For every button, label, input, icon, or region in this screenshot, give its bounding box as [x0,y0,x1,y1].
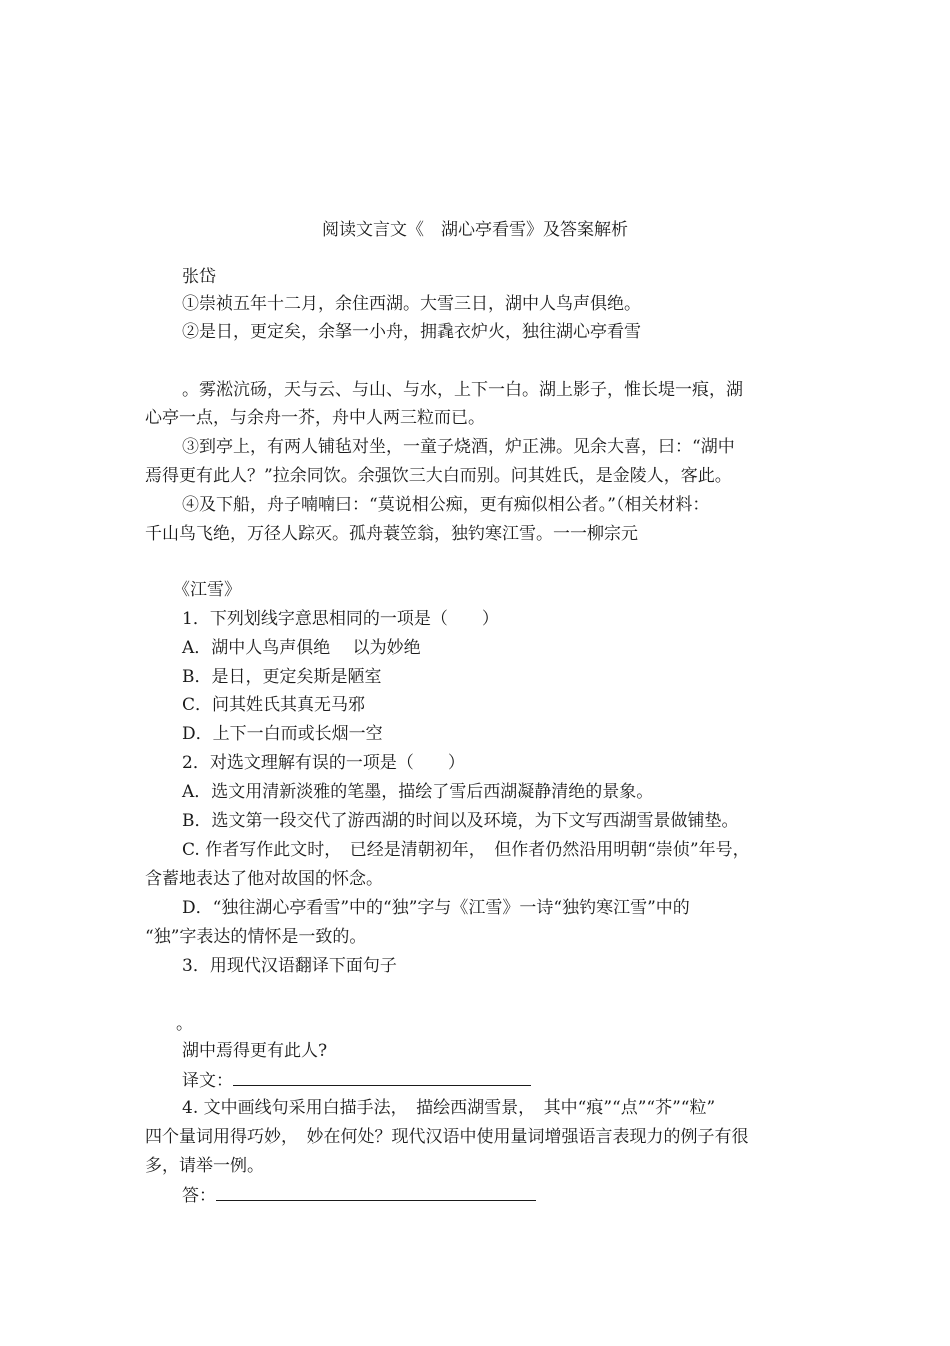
question-1-option-b: B．是日，更定矣斯是陋室 [182,667,382,687]
question-4-line-3: 多，请举一例。 [145,1156,264,1176]
passage-paragraph-2-cont-1: 。雾淞沆砀，天与云、与山、与水，上下一白。湖上影子，惟长堤一痕，湖 [182,380,743,400]
question-4-answer-label: 答： [182,1186,216,1206]
document-title: 阅读文言文《 湖心亭看雪》及答案解析 [322,220,628,240]
question-3-answer-row [182,1069,531,1092]
passage-paragraph-4-line-2: 千山鸟飞绝，万径人踪灭。孤舟蓑笠翁，独钓寒江雪。一一柳宗元 [145,524,638,544]
question-3: 3．用现代汉语翻译下面句子 [182,956,397,976]
question-4-line-2: 四个量词用得巧妙， 妙在何处？现代汉语中使用量词增强语言表现力的例子有很 [145,1127,749,1147]
question-2-option-d-line-1: D．“独往湖心亭看雪”中的“独”字与《江雪》一诗“独钓寒江雪”中的 [182,898,690,918]
passage-paragraph-4-line-1: ④及下船，舟子喃喃曰：“莫说相公痴，更有痴似相公者。”（相关材料： [182,495,710,515]
question-3-answer-label: 译文： [182,1071,233,1091]
question-3-answer-blank[interactable] [233,1069,531,1086]
passage-paragraph-3-line-1: ③到亭上，有两人铺毡对坐，一童子烧酒，炉正沸。见余大喜，曰：“湖中 [182,437,735,457]
passage-paragraph-4-line-3: 《江雪》 [173,580,241,600]
author: 张岱 [182,267,216,287]
passage-paragraph-2-cont-2: 心亭一点，与余舟一芥，舟中人两三粒而已。 [145,408,485,428]
question-2-option-c-line-1: C. 作者写作此文时， 已经是清朝初年， 但作者仍然沿用明朝“崇侦”年号， [182,840,750,860]
question-2-option-d-line-2: “独”字表达的情怀是一致的。 [145,927,367,947]
question-1: 1．下列划线字意思相同的一项是（ ） [182,609,499,629]
question-4-answer-blank[interactable] [216,1184,536,1201]
question-2-option-c-line-2: 含蓄地表达了他对故国的怀念。 [145,869,383,889]
passage-paragraph-1: ①崇祯五年十二月，余住西湖。大雪三日，湖中人鸟声俱绝。 [182,294,641,314]
question-1-option-a: A．湖中人鸟声俱绝 以为妙绝 [182,638,421,658]
passage-paragraph-2: ②是日，更定矣，余拏一小舟，拥毳衣炉火，独往湖心亭看雪 [182,322,641,342]
question-2-option-a: A．选文用清新淡雅的笔墨，描绘了雪后西湖凝静清绝的景象。 [182,782,654,802]
question-3-sentence: 湖中焉得更有此人? [182,1041,328,1061]
passage-paragraph-3-line-2: 焉得更有此人？”拉余同饮。余强饮三大白而别。问其姓氏，是金陵人，客此。 [145,466,732,486]
question-1-option-d: D．上下一白而或长烟一空 [182,724,383,744]
question-3-period: 。 [176,1014,193,1034]
question-2: 2．对选文理解有误的一项是（ ） [182,753,465,773]
question-4-answer-row [182,1184,536,1207]
question-1-option-c: C．问其姓氏其真无马邪 [182,695,366,715]
question-2-option-b: B．选文第一段交代了游西湖的时间以及环境，为下文写西湖雪景做铺垫。 [182,811,739,831]
question-4-line-1: 4. 文中画线句采用白描手法， 描绘西湖雪景， 其中“痕”“点”“芥”“粒” [182,1098,716,1118]
